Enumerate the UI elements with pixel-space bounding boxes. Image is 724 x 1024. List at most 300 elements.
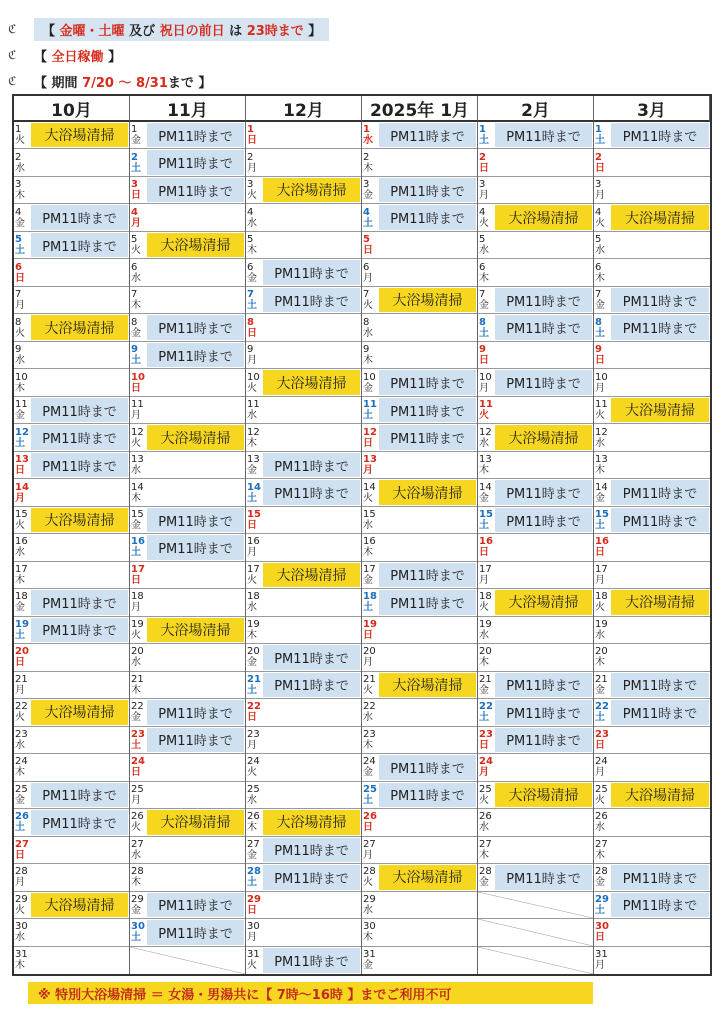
day-weekday: 土 [479, 712, 489, 724]
day-cell [478, 479, 593, 506]
late-hours-label: PM11時まで [611, 893, 709, 917]
day-cell [246, 149, 361, 176]
day-number: 13 [15, 454, 29, 466]
day-cell [594, 424, 710, 451]
day-cell [594, 892, 710, 919]
cleaning-label: 大浴場清掃 [379, 865, 476, 889]
day-date [14, 287, 31, 313]
day-number: 14 [15, 481, 29, 493]
note-text: 【 [42, 23, 60, 39]
day-weekday: 金 [595, 492, 605, 504]
note-text: 】 [303, 23, 322, 39]
day-weekday: 水 [479, 822, 489, 834]
day-weekday: 木 [363, 739, 373, 751]
day-cell [14, 479, 129, 506]
day-weekday: 水 [131, 465, 141, 477]
day-weekday: 木 [363, 355, 373, 367]
day-number: 23 [595, 728, 609, 740]
day-cell [130, 864, 245, 891]
day-date [594, 809, 611, 835]
day-cell [362, 369, 477, 396]
note-period [8, 68, 329, 94]
day-date [594, 892, 611, 918]
day-cell [246, 562, 361, 589]
late-hours-label: PM11時まで [147, 150, 244, 174]
day-date [130, 754, 147, 780]
day-weekday: 金 [131, 712, 141, 724]
day-number: 1 [247, 124, 254, 136]
day-cell [594, 644, 710, 671]
day-date [478, 424, 495, 450]
day-date [14, 837, 31, 863]
cleaning-label: 大浴場清掃 [263, 370, 360, 394]
day-weekday: 水 [131, 272, 141, 284]
day-date [246, 919, 263, 945]
day-weekday: 月 [247, 355, 257, 367]
day-cell [14, 947, 129, 974]
note-operation-text [34, 46, 121, 65]
day-number: 6 [247, 261, 254, 273]
day-weekday: 月 [247, 162, 257, 174]
day-date [362, 699, 379, 725]
day-weekday: 土 [247, 877, 257, 889]
day-date [594, 837, 611, 863]
day-number: 28 [247, 866, 261, 878]
day-weekday: 土 [479, 135, 489, 147]
day-cell [478, 617, 593, 644]
day-cell [130, 314, 245, 341]
day-weekday: 土 [131, 739, 141, 751]
late-hours-label: PM11時まで [379, 205, 476, 229]
day-date [594, 782, 611, 808]
note-text: 祝日の前日 [159, 23, 225, 39]
day-number: 15 [595, 509, 609, 520]
month-column [246, 122, 362, 974]
day-date [130, 892, 147, 918]
late-hours-label: PM11時まで [31, 453, 128, 477]
month-column [14, 122, 130, 974]
day-date [246, 259, 263, 285]
day-number: 28 [363, 866, 376, 878]
day-number: 21 [131, 673, 144, 685]
day-cell [14, 864, 129, 891]
day-cell [594, 589, 710, 616]
day-number: 23 [15, 728, 28, 740]
late-hours-label: PM11時まで [263, 948, 360, 973]
late-hours-label: PM11時まで [495, 315, 592, 339]
day-date [362, 782, 379, 808]
day-cell [362, 589, 477, 616]
day-date [478, 864, 495, 890]
day-weekday: 水 [15, 355, 25, 367]
day-weekday: 月 [479, 574, 489, 586]
day-date [246, 479, 263, 505]
day-number: 29 [15, 893, 28, 905]
late-hours-label: PM11時まで [31, 783, 128, 807]
day-number: 22 [479, 701, 493, 713]
late-hours-label: PM11時まで [147, 178, 244, 202]
day-number: 5 [15, 234, 22, 246]
day-weekday: 日 [131, 574, 141, 586]
cleaning-label: 大浴場清掃 [611, 398, 709, 422]
day-number: 6 [479, 261, 486, 273]
day-date [478, 287, 495, 313]
day-date [478, 644, 495, 670]
day-number: 23 [363, 728, 376, 740]
day-cell [14, 287, 129, 314]
day-cell [594, 672, 710, 699]
day-cell [246, 177, 361, 204]
day-cell [362, 314, 477, 341]
day-weekday: 火 [363, 684, 373, 696]
cleaning-label: 大浴場清掃 [147, 618, 244, 642]
late-hours-label: PM11時まで [263, 453, 360, 477]
day-date [246, 644, 263, 670]
day-weekday: 水 [595, 245, 605, 257]
day-cell [594, 727, 710, 754]
day-number: 20 [479, 646, 492, 658]
day-number: 12 [595, 426, 608, 438]
day-weekday: 月 [15, 684, 25, 696]
day-weekday: 日 [15, 657, 25, 669]
day-number: 31 [247, 949, 260, 961]
day-weekday: 木 [15, 382, 25, 394]
note-text: は [224, 23, 247, 39]
day-date [594, 507, 611, 533]
day-cell [246, 617, 361, 644]
late-hours-label: PM11時まで [495, 123, 592, 147]
day-weekday: 火 [15, 904, 25, 916]
late-hours-label: PM11時まで [495, 728, 592, 752]
day-date [362, 562, 379, 588]
day-number: 20 [131, 646, 144, 658]
day-number: 9 [131, 344, 138, 356]
day-weekday: 火 [595, 410, 605, 422]
day-cell [478, 369, 593, 396]
day-cell [14, 314, 129, 341]
day-number: 20 [247, 646, 260, 658]
day-date [246, 562, 263, 588]
day-number: 29 [131, 893, 144, 905]
late-hours-label: PM11時まで [263, 673, 360, 697]
day-cell [14, 397, 129, 424]
day-number: 2 [363, 151, 370, 163]
day-number: 12 [363, 426, 377, 438]
day-cell [594, 314, 710, 341]
day-date [594, 479, 611, 505]
day-weekday: 水 [131, 849, 141, 861]
day-weekday: 月 [595, 574, 605, 586]
bullet-icon: ℭ [8, 48, 17, 62]
day-date [130, 177, 147, 203]
day-cell [594, 479, 710, 506]
notes-section [8, 16, 329, 94]
day-date [246, 754, 263, 780]
day-number: 12 [479, 426, 492, 438]
day-date [362, 342, 379, 368]
day-weekday: 月 [247, 932, 257, 944]
day-date [362, 534, 379, 560]
day-number: 30 [595, 921, 609, 933]
day-cell [14, 672, 129, 699]
day-date [14, 617, 31, 643]
day-date [362, 947, 379, 974]
day-cell [130, 259, 245, 286]
late-hours-label: PM11時まで [147, 315, 244, 339]
day-cell [362, 837, 477, 864]
day-date [14, 864, 31, 890]
day-cell [130, 617, 245, 644]
day-number: 15 [363, 509, 376, 520]
day-weekday: 金 [15, 794, 25, 806]
day-weekday: 日 [131, 382, 141, 394]
day-weekday: 月 [247, 739, 257, 751]
day-weekday: 水 [247, 217, 257, 229]
day-date [14, 589, 31, 615]
day-weekday: 日 [479, 162, 489, 174]
day-weekday: 金 [479, 877, 489, 889]
day-weekday: 日 [479, 355, 489, 367]
day-cell [478, 342, 593, 369]
day-number: 9 [595, 344, 602, 356]
day-cell [478, 204, 593, 231]
day-date [14, 424, 31, 450]
day-cell [362, 397, 477, 424]
empty-day-cell [478, 919, 593, 946]
day-number: 10 [595, 371, 608, 383]
day-weekday: 日 [595, 739, 605, 751]
day-cell [594, 369, 710, 396]
day-number: 6 [131, 261, 138, 273]
day-number: 19 [131, 618, 144, 630]
day-date [14, 782, 31, 808]
day-date [130, 534, 147, 560]
day-weekday: 土 [363, 794, 373, 806]
day-number: 6 [15, 261, 22, 273]
late-hours-label: PM11時まで [495, 865, 592, 889]
day-date [594, 727, 611, 753]
month-header: 2月 [478, 96, 594, 122]
day-date [362, 754, 379, 780]
day-number: 12 [15, 426, 29, 438]
day-number: 24 [479, 756, 493, 768]
day-number: 14 [247, 481, 261, 493]
day-weekday: 金 [247, 849, 257, 861]
day-date [478, 562, 495, 588]
day-number: 26 [363, 811, 377, 823]
day-cell [478, 177, 593, 204]
day-weekday: 月 [595, 190, 605, 202]
day-weekday: 日 [595, 547, 605, 559]
late-hours-label: PM11時まで [495, 480, 592, 504]
day-cell [246, 864, 361, 891]
month-column [130, 122, 246, 974]
day-weekday: 金 [15, 410, 25, 422]
day-cell [362, 782, 477, 809]
day-date [594, 369, 611, 395]
day-cell [246, 947, 361, 974]
day-weekday: 火 [479, 794, 489, 806]
day-date [362, 507, 379, 533]
day-number: 4 [479, 206, 486, 218]
day-date [130, 204, 147, 230]
day-cell [246, 452, 361, 479]
day-number: 25 [131, 783, 144, 795]
day-cell [130, 452, 245, 479]
day-date [246, 782, 263, 808]
day-date [130, 507, 147, 533]
late-hours-label: PM11時まで [147, 123, 244, 147]
day-number: 1 [363, 124, 370, 136]
cleaning-label: 大浴場清掃 [147, 810, 244, 834]
day-cell [594, 919, 710, 946]
day-weekday: 月 [15, 300, 25, 312]
day-number: 6 [595, 261, 602, 273]
day-weekday: 木 [15, 190, 25, 202]
day-date [594, 149, 611, 175]
day-weekday: 水 [479, 437, 489, 449]
day-date [478, 259, 495, 285]
day-number: 4 [131, 206, 138, 218]
day-date [14, 149, 31, 175]
day-number: 10 [15, 371, 28, 383]
day-weekday: 木 [15, 767, 25, 779]
day-cell [478, 287, 593, 314]
day-cell [130, 507, 245, 534]
day-cell [14, 919, 129, 946]
day-number: 21 [363, 673, 376, 685]
day-cell [246, 892, 361, 919]
day-weekday: 火 [479, 217, 489, 229]
day-weekday: 水 [595, 629, 605, 641]
day-cell [478, 149, 593, 176]
day-number: 27 [15, 838, 29, 850]
day-number: 8 [15, 316, 22, 328]
day-cell [362, 259, 477, 286]
late-hours-label: PM11時まで [31, 590, 128, 614]
day-number: 16 [247, 536, 260, 548]
day-weekday: 木 [247, 629, 257, 641]
day-date [14, 259, 31, 285]
day-cell [246, 507, 361, 534]
late-hours-label: PM11時まで [379, 425, 476, 449]
day-number: 30 [131, 921, 145, 933]
day-weekday: 水 [15, 547, 25, 559]
day-number: 28 [595, 866, 608, 878]
day-date [246, 837, 263, 863]
day-weekday: 水 [595, 822, 605, 834]
empty-day-cell [130, 947, 245, 974]
month-header: 10月 [14, 96, 130, 122]
day-number: 4 [15, 206, 22, 218]
day-date [478, 837, 495, 863]
day-number: 22 [363, 701, 376, 713]
day-date [130, 424, 147, 450]
note-text: 7/20 ～ 8/31 [82, 75, 168, 91]
day-weekday: 水 [363, 520, 373, 531]
day-cell [130, 589, 245, 616]
day-number: 23 [247, 728, 260, 740]
day-number: 25 [15, 783, 28, 795]
day-number: 21 [595, 673, 608, 685]
day-date [594, 672, 611, 698]
day-weekday: 金 [131, 327, 141, 339]
cleaning-label: 大浴場清掃 [379, 673, 476, 697]
day-date [594, 287, 611, 313]
day-date [362, 589, 379, 615]
day-cell [362, 342, 477, 369]
day-number: 17 [247, 563, 260, 575]
day-weekday: 木 [363, 162, 373, 174]
day-number: 30 [15, 921, 28, 933]
day-number: 29 [595, 893, 609, 905]
cleaning-label: 大浴場清掃 [495, 783, 592, 807]
day-date [246, 452, 263, 478]
day-weekday: 火 [595, 794, 605, 806]
day-date [246, 809, 263, 835]
day-cell [594, 617, 710, 644]
day-cell [130, 397, 245, 424]
late-hours-label: PM11時まで [379, 178, 476, 202]
day-number: 2 [15, 151, 22, 163]
day-number: 1 [131, 124, 138, 136]
late-hours-label: PM11時まで [147, 920, 244, 944]
day-number: 24 [363, 756, 376, 768]
day-cell [594, 342, 710, 369]
day-cell [246, 837, 361, 864]
note-period-text [34, 72, 211, 91]
day-cell [246, 204, 361, 231]
day-date [362, 177, 379, 203]
day-cell [14, 809, 129, 836]
day-date [362, 617, 379, 643]
day-number: 2 [247, 151, 254, 163]
day-weekday: 日 [363, 245, 373, 257]
day-weekday: 木 [595, 657, 605, 669]
day-date [362, 369, 379, 395]
late-hours-label: PM11時まで [147, 535, 244, 559]
day-date [246, 534, 263, 560]
day-cell [246, 699, 361, 726]
day-cell [478, 754, 593, 781]
day-date [594, 644, 611, 670]
day-date [478, 232, 495, 258]
day-number: 14 [595, 481, 608, 493]
day-weekday: 月 [479, 767, 489, 779]
day-weekday: 日 [479, 739, 489, 751]
day-cell [14, 562, 129, 589]
day-number: 2 [131, 151, 138, 163]
cleaning-label: 大浴場清掃 [147, 425, 244, 449]
bullet-icon: ℭ [8, 22, 17, 36]
note-text: 23時まで [246, 23, 304, 39]
day-cell [478, 534, 593, 561]
late-hours-label: PM11時まで [379, 590, 476, 614]
day-number: 5 [247, 234, 254, 246]
day-weekday: 土 [595, 327, 605, 339]
day-date [478, 727, 495, 753]
day-weekday: 木 [131, 300, 141, 312]
late-hours-label: PM11時まで [379, 563, 476, 587]
day-number: 27 [131, 838, 144, 850]
day-number: 21 [15, 673, 28, 685]
day-date [14, 507, 31, 533]
day-weekday: 土 [131, 932, 141, 944]
empty-day-cell [478, 892, 593, 919]
day-date [246, 672, 263, 698]
cleaning-label: 大浴場清掃 [495, 425, 592, 449]
day-cell [478, 452, 593, 479]
